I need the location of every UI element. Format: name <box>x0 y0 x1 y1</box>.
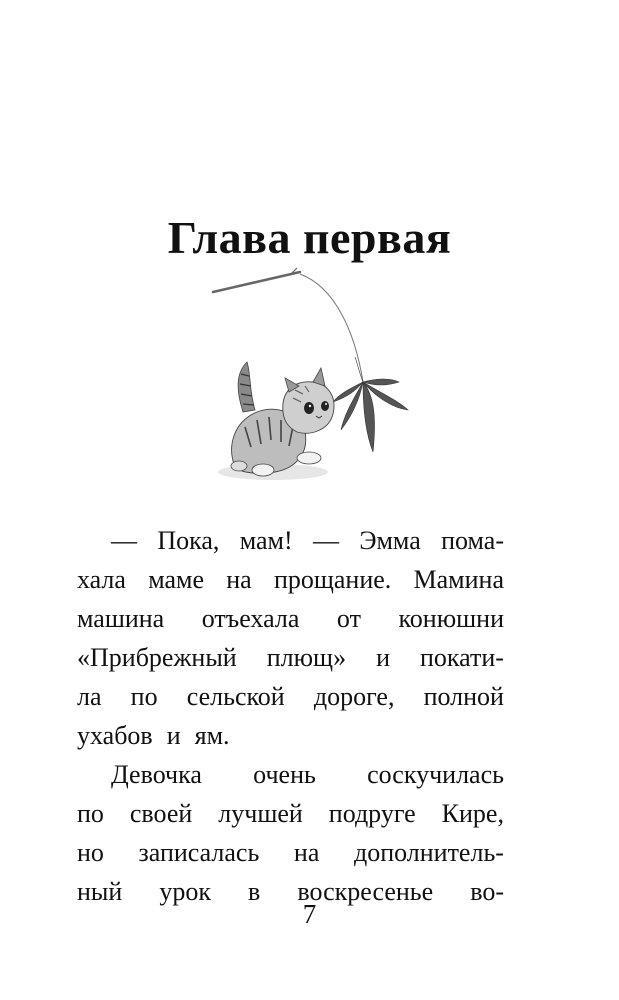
word: — <box>312 526 339 555</box>
word: «Прибрежный <box>77 643 237 672</box>
word: Мамина <box>413 565 504 594</box>
string-icon <box>300 274 363 382</box>
feather-icon <box>333 357 408 452</box>
word: маме <box>148 565 204 594</box>
word: ям. <box>194 721 230 750</box>
word: дороге, <box>313 682 395 711</box>
word: и <box>376 643 390 672</box>
word: и <box>166 721 181 750</box>
word: покати- <box>420 643 504 672</box>
word: от <box>336 604 361 633</box>
word: прощание. <box>273 565 392 594</box>
word: плющ» <box>266 643 347 672</box>
text-line <box>77 755 504 794</box>
word: сельской <box>186 682 285 711</box>
word: ный <box>77 877 123 906</box>
text-line <box>77 794 504 833</box>
word: по <box>130 682 158 711</box>
word: урок <box>159 877 211 906</box>
word: дополнитель- <box>353 838 504 867</box>
text-line <box>77 560 504 599</box>
kitten-icon <box>218 362 334 480</box>
word: машина <box>77 604 165 633</box>
page-number: 7 <box>302 899 317 929</box>
word: соскучилась <box>367 760 504 789</box>
kitten-with-feather-icon <box>205 262 420 512</box>
word: — <box>111 526 137 555</box>
word: Девочка <box>111 760 202 789</box>
word: на <box>293 838 320 867</box>
text-line <box>77 599 504 638</box>
word: Кире, <box>441 799 504 828</box>
chapter-title: Глава первая <box>167 212 452 263</box>
word: отъехала <box>201 604 300 633</box>
body-text <box>77 521 504 911</box>
word: но <box>77 838 104 867</box>
word: в <box>248 877 261 906</box>
word: лучшей <box>218 799 303 828</box>
text-line <box>77 716 504 755</box>
word: во- <box>470 877 504 906</box>
word: на <box>226 565 252 594</box>
word: мам! <box>239 526 293 555</box>
word: записалась <box>138 838 260 867</box>
word: пома- <box>441 526 504 555</box>
kitten-illustration <box>205 262 420 512</box>
word: Эмма <box>359 526 421 555</box>
word: ухабов <box>77 721 153 750</box>
word: подруге <box>328 799 416 828</box>
word: конюшни <box>398 604 504 633</box>
text-line <box>77 677 504 716</box>
word: полной <box>423 682 504 711</box>
text-line <box>77 833 504 872</box>
word: воскресенье <box>297 877 434 906</box>
word: ла <box>77 682 102 711</box>
word: хала <box>77 565 126 594</box>
word: по <box>77 799 104 828</box>
word: очень <box>253 760 316 789</box>
text-line <box>77 638 504 677</box>
word: своей <box>129 799 193 828</box>
text-line <box>77 521 504 560</box>
stick-icon <box>213 272 300 292</box>
word: Пока, <box>157 526 220 555</box>
